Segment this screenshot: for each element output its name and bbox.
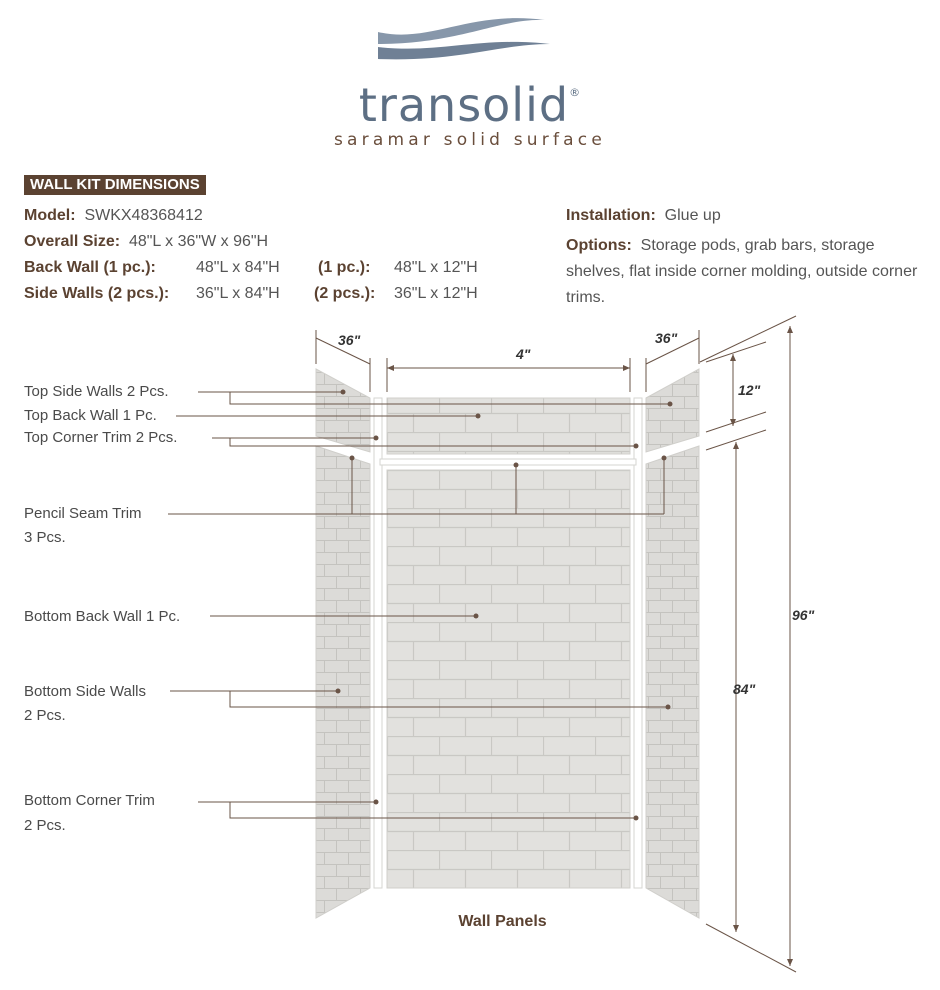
dim-bottom-height: 84" — [733, 681, 756, 697]
top-left-side-wall — [316, 369, 370, 452]
dim-back-width: 4" — [516, 346, 531, 362]
callout-pencil-seam-qty: 3 Pcs. — [24, 529, 66, 546]
spec-overall: Overall Size: 48"L x 36"W x 96"H — [24, 233, 269, 250]
right-corner-trim — [634, 398, 642, 888]
callout-top-back-wall: Top Back Wall 1 Pc. — [24, 407, 157, 424]
spec-back-wall-value: 48"L x 84"H — [196, 259, 280, 276]
bottom-back-wall — [387, 470, 630, 888]
callout-bottom-side-walls: Bottom Side Walls — [24, 683, 146, 700]
dim-left-width: 36" — [338, 332, 361, 348]
dim-right-width: 36" — [655, 330, 678, 346]
spec-back-wall: Back Wall (1 pc.): — [24, 259, 156, 276]
spec-side-walls: Side Walls (2 pcs.): — [24, 285, 170, 302]
callout-bottom-corner-trim: Bottom Corner Trim — [24, 792, 155, 809]
bottom-left-side-wall — [316, 446, 370, 918]
spec-side-top: (2 pcs.): — [314, 285, 376, 302]
brand-name: transolid® — [358, 78, 582, 132]
spec-back-top-value: 48"L x 12"H — [394, 259, 478, 276]
callout-bottom-back-wall: Bottom Back Wall 1 Pc. — [24, 608, 181, 625]
spec-back-top: (1 pc.): — [318, 259, 371, 276]
pencil-seam-trim — [380, 459, 636, 465]
spec-side-top-value: 36"L x 12"H — [394, 285, 478, 302]
spec-model: Model: SWKX48368412 — [24, 207, 203, 224]
bottom-right-side-wall — [646, 446, 699, 918]
dim-top-height: 12" — [738, 382, 761, 398]
callout-bottom-side-walls-qty: 2 Pcs. — [24, 707, 66, 724]
dim-total-height: 96" — [792, 607, 815, 623]
brand-tagline: saramar solid surface — [334, 130, 606, 150]
spec-options: Options: Storage pods, grab bars, storage shelves, flat inside corner molding, outside corner trims. — [566, 237, 918, 306]
callout-top-corner-trim: Top Corner Trim 2 Pcs. — [24, 429, 178, 446]
callout-bottom-corner-trim-qty: 2 Pcs. — [24, 817, 66, 834]
left-corner-trim — [374, 398, 382, 888]
diagram-caption: Wall Panels — [458, 913, 547, 930]
spec-installation: Installation: Glue up — [566, 207, 721, 224]
callout-top-side-walls: Top Side Walls 2 Pcs. — [24, 383, 169, 400]
callout-pencil-seam: Pencil Seam Trim — [24, 505, 142, 522]
top-right-side-wall — [646, 369, 699, 452]
spec-side-walls-value: 36"L x 84"H — [196, 285, 280, 302]
section-title: WALL KIT DIMENSIONS — [24, 175, 206, 195]
